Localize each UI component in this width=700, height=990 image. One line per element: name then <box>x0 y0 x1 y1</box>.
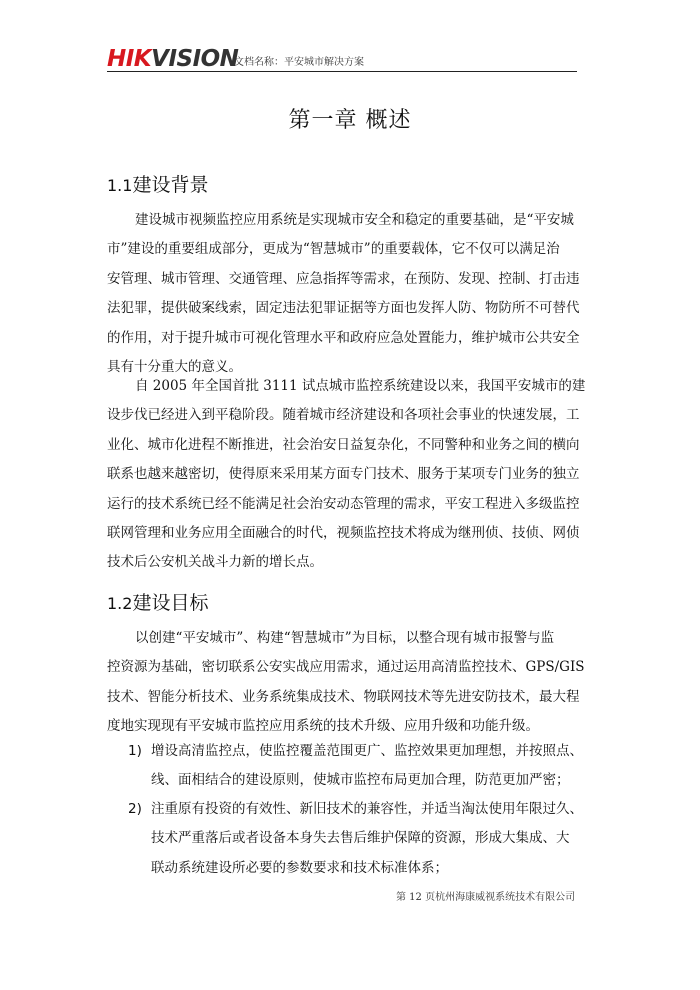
paragraph-background-2: 自 2005 年全国首批 3111 试点城市监控系统建设以来，我国平安城市的建 设步伐已经进入到平稳阶段。随着城市经济建设和各项社会事业的快速发展，工 业化、城市化进程不断推进，社会治安日益复杂化，不同警种和业务之间的横向 联系也越来越密切，使得原来采用某方面专门技术、服务于某项专门业务的独立 运行的技术系统已经不能满足社会治安动态管理的需求，平安工程进入多级监控 联网管理和业务应用全面融合的时代，视频监控技术将成为继刑侦、技侦、网侦 技术后公安机关战斗力新的增长点。 <box>107 378 586 571</box>
list-marker: 1) <box>128 743 142 759</box>
document-name: 文档名称：平安城市解决方案 <box>234 57 364 68</box>
section-heading: 建设目标 <box>132 592 209 614</box>
section-number: 1.2 <box>107 594 133 613</box>
hikvision-logo: HIKVISION <box>107 46 239 72</box>
paragraph-background-1: 建设城市视频监控应用系统是实现城市安全和稳定的重要基础，是“平安城 市”建设的重要组成部分，更成为“智慧城市”的重要载体，它不仅可以满足治 安管理、城市管理、交通管理、应急指挥等需求，在预防、发现、控制、打击违 法犯罪，提供破案线索，固定违法犯罪证据等方面也发挥人防、物防所不可替代 的作用，对于提升城市可视化管理水平和政府应急处置能力，维护城市公共安全 具有十分重大的意义。 <box>107 212 580 375</box>
paragraph-goals-1: 以创建“平安城市”、构建“智慧城市”为目标，以整合现有城市报警与监 控资源为基础，密切联系公安实战应用需求，通过运用高清监控技术、GPS/GIS 技术、智能分析技术、业务系统集成技术、物联网技术等先进安防技术，最大程 度地实现现有平安城市监控应用系统的技术升级、应用升级和功能升级。 <box>107 630 585 735</box>
section-heading: 建设背景 <box>132 174 209 196</box>
page-footer: 第 12 页杭州海康威视系统技术有限公司 <box>396 892 576 903</box>
section-number: 1.1 <box>107 176 133 195</box>
list-marker: 2) <box>128 801 142 817</box>
section-title-1-2 <box>107 588 208 615</box>
page-header <box>107 45 577 72</box>
section-title-1-1 <box>107 170 208 197</box>
chapter-title: 第一章 概述 <box>288 108 412 133</box>
